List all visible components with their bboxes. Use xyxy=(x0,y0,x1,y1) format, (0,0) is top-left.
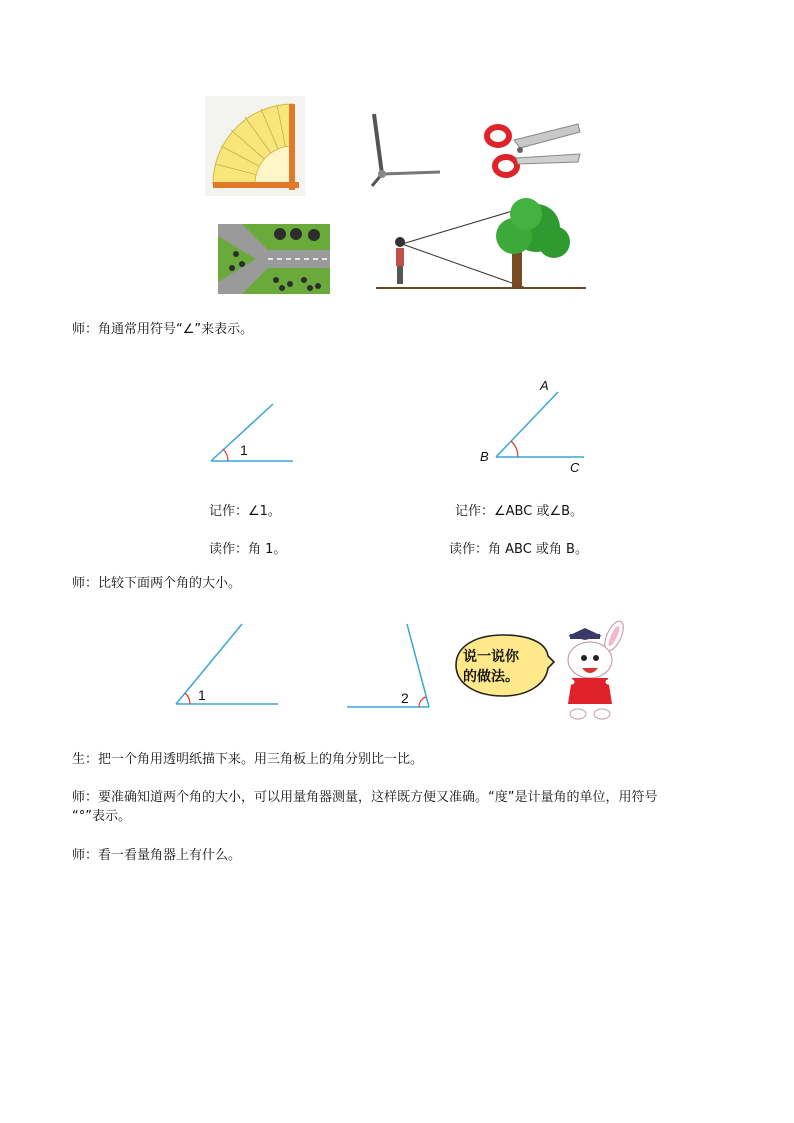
folding-fan-illustration xyxy=(205,96,305,196)
speech-bubble-line-1: 说一说你 xyxy=(463,649,519,665)
angle-abc-reading: 读作：角 ABC 或角 B。 xyxy=(449,542,588,557)
angle-1-diagram xyxy=(205,396,300,468)
compare-angle-1-label: 1 xyxy=(198,687,206,703)
angle-abc-diagram xyxy=(474,374,590,476)
compare-angle-2-label: 2 xyxy=(401,690,409,706)
person-looking-at-tree-illustration xyxy=(376,192,586,296)
compare-angle-1-diagram xyxy=(170,618,282,710)
teacher-statement-compare: 师：比较下面两个角的大小。 xyxy=(72,576,242,591)
rabbit-mascot-illustration xyxy=(556,618,636,724)
angle-1-reading: 读作：角 1。 xyxy=(209,542,287,557)
teacher-statement-angle-symbol: 师：角通常用符号“∠”来表示。 xyxy=(72,322,254,337)
teacher-statement-protractor-line-1: 师：要准确知道两个角的大小，可以用量角器测量，这样既方便又准确。“度”是计量角的单位，用符号 xyxy=(72,790,658,805)
vertex-b-label: B xyxy=(480,449,489,464)
angle-1-written-notation: 记作：∠1。 xyxy=(209,504,281,519)
student-statement-trace: 生：把一个角用透明纸描下来。用三角板上的角分别比一比。 xyxy=(72,752,424,767)
road-fork-illustration xyxy=(218,224,330,294)
compass-drawing-tool-illustration xyxy=(360,110,450,190)
compare-angle-2-diagram xyxy=(343,618,437,712)
vertex-a-label: A xyxy=(540,378,549,393)
angle-1-label: 1 xyxy=(240,442,248,458)
teacher-statement-protractor-line-2: “°”表示。 xyxy=(72,809,131,824)
teacher-statement-look-protractor: 师：看一看量角器上有什么。 xyxy=(72,848,242,863)
speech-bubble-line-2: 的做法。 xyxy=(463,669,519,685)
scissors-illustration xyxy=(484,118,584,182)
vertex-c-label: C xyxy=(570,460,580,475)
angle-abc-written-notation: 记作：∠ABC 或∠B。 xyxy=(455,504,584,519)
